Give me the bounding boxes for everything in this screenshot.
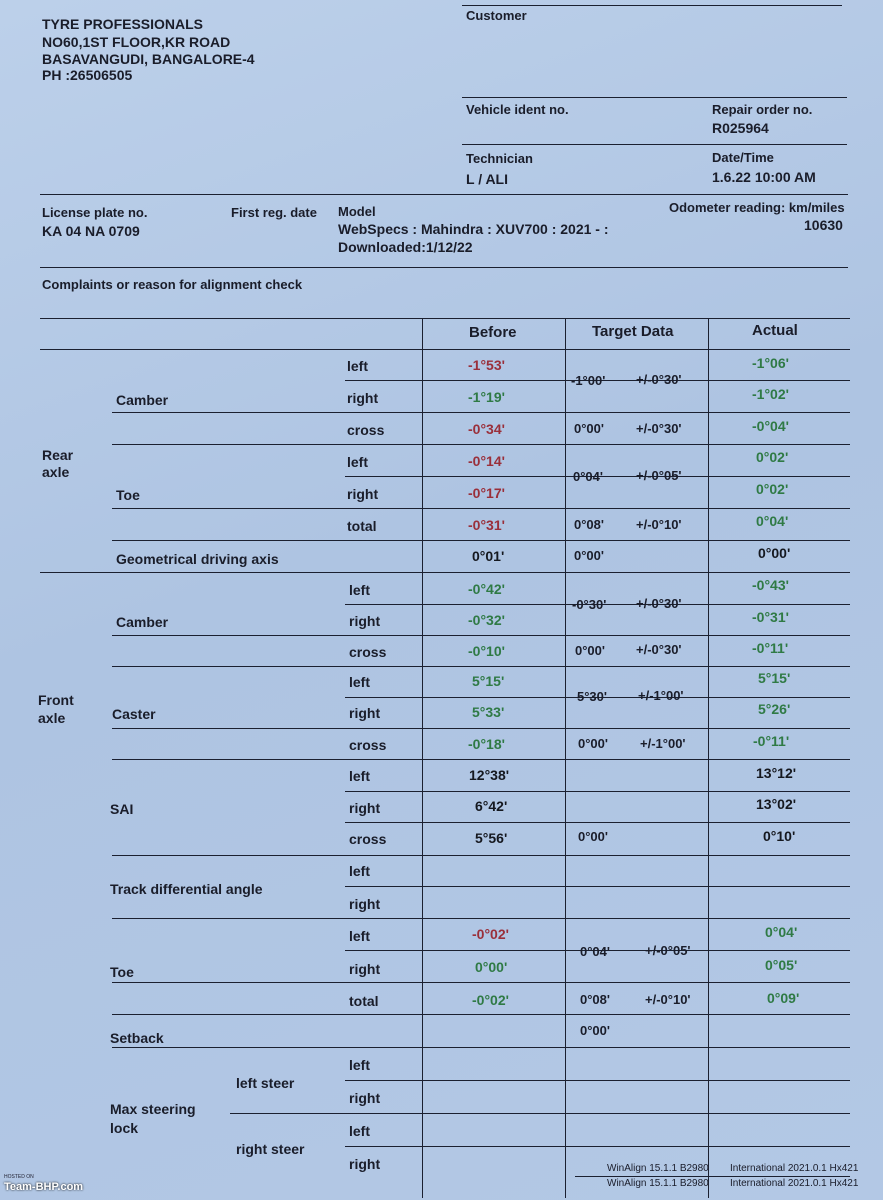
front-camber-cross-tolerance: +/-0°30' [636, 642, 682, 657]
customer-label: Customer [466, 8, 527, 23]
rear-camber-label: Camber [116, 392, 169, 408]
front-camber-cross-actual: -0°11' [752, 640, 789, 656]
divider [40, 194, 848, 195]
row-sep [230, 1113, 850, 1114]
rear-camber-left-before: -1°53' [468, 357, 505, 373]
downloaded-value: Downloaded:1/12/22 [338, 239, 473, 255]
front-caster-left-actual: 5°15' [758, 670, 791, 686]
front-toe-label: Toe [110, 964, 134, 980]
row-label: cross [349, 831, 387, 847]
row-label: cross [349, 644, 387, 660]
rear-toe-left-before: -0°14' [468, 453, 505, 469]
row-sep [112, 444, 850, 445]
front-sai-cross-before: 5°56' [475, 830, 508, 846]
divider [462, 5, 842, 6]
front-sai-left-before: 12°38' [469, 767, 510, 783]
front-sai-cross-actual: 0°10' [763, 828, 796, 844]
watermark-logo: Team-BHP.com [4, 1181, 84, 1193]
row-sep [345, 886, 850, 887]
front-toe-total-actual: 0°09' [767, 990, 800, 1006]
repair-order-label: Repair order no. [712, 102, 813, 117]
rear-toe-left-actual: 0°02' [756, 449, 789, 465]
rear-toe-total-tolerance: +/-0°10' [636, 517, 682, 532]
row-sep [112, 635, 850, 636]
rear-toe-label: Toe [116, 487, 140, 503]
row-label: left [347, 358, 368, 374]
row-sep [112, 1014, 850, 1015]
rear-axle-label-2: axle [42, 464, 70, 480]
technician-label: Technician [466, 151, 533, 166]
rear-toe-total-before: -0°31' [468, 517, 505, 533]
datetime-value: 1.6.22 10:00 AM [712, 169, 816, 185]
international-version-2: International 2021.0.1 Hx421 [730, 1178, 859, 1189]
rear-gda-target: 0°00' [574, 548, 604, 563]
col-header-before: Before [469, 324, 517, 341]
row-label: right [349, 613, 381, 629]
divider [40, 267, 848, 268]
left-steer-label: left steer [236, 1075, 295, 1091]
row-label: right [349, 961, 381, 977]
rear-camber-cross-tolerance: +/-0°30' [636, 421, 682, 436]
rear-axle-label: Rear [42, 447, 74, 463]
front-sai-cross-target: 0°00' [578, 829, 608, 844]
row-label: left [349, 863, 370, 879]
col-divider-target [565, 318, 566, 1198]
footer-sep [575, 1176, 850, 1177]
front-sai-right-actual: 13°02' [756, 796, 797, 812]
rear-toe-total-actual: 0°04' [756, 513, 789, 529]
shop-name: TYRE PROFESSIONALS [42, 16, 204, 32]
front-camber-label: Camber [116, 614, 169, 630]
front-camber-cross-before: -0°10' [468, 643, 505, 659]
front-caster-cross-before: -0°18' [468, 736, 505, 752]
license-plate-value: KA 04 NA 0709 [42, 223, 140, 239]
international-version: International 2021.0.1 Hx421 [730, 1163, 859, 1174]
rear-camber-right-before: -1°19' [468, 389, 505, 405]
row-sep [112, 412, 850, 413]
rear-toe-tolerance: +/-0°05' [636, 468, 682, 483]
front-axle-label-2: axle [38, 710, 66, 726]
software-version: WinAlign 15.1.1 B2980 [607, 1163, 709, 1174]
row-label: left [349, 928, 370, 944]
col-header-target: Target Data [592, 323, 674, 340]
rear-gda-label: Geometrical driving axis [116, 551, 279, 567]
divider [462, 97, 847, 98]
shop-phone: PH :26506505 [42, 67, 133, 83]
front-setback-target: 0°00' [580, 1023, 610, 1038]
repair-order-value: R025964 [712, 120, 769, 136]
row-sep [345, 1146, 850, 1147]
technician-value: L / ALI [466, 171, 508, 187]
right-steer-label: right steer [236, 1141, 305, 1157]
rear-toe-target: 0°04' [573, 469, 603, 484]
front-camber-target: -0°30' [572, 597, 607, 612]
front-caster-tolerance: +/-1°00' [638, 688, 684, 703]
table-top-border [40, 318, 850, 319]
front-caster-target: 5°30' [577, 689, 607, 704]
front-caster-right-actual: 5°26' [758, 701, 791, 717]
shop-address-1: NO60,1ST FLOOR,KR ROAD [42, 34, 231, 50]
rear-toe-right-before: -0°17' [468, 485, 505, 501]
front-toe-right-actual: 0°05' [765, 957, 798, 973]
row-label: left [349, 768, 370, 784]
front-toe-right-before: 0°00' [475, 959, 508, 975]
front-caster-cross-target: 0°00' [578, 736, 608, 751]
row-label: cross [349, 737, 387, 753]
row-label: total [347, 518, 377, 534]
model-label: Model [338, 204, 376, 219]
row-label: total [349, 993, 379, 1009]
front-caster-cross-actual: -0°11' [753, 733, 790, 749]
row-label: left [347, 454, 368, 470]
front-camber-right-before: -0°32' [468, 612, 505, 628]
front-sai-left-actual: 13°12' [756, 765, 797, 781]
rear-camber-right-actual: -1°02' [752, 386, 789, 402]
row-label: left [349, 1057, 370, 1073]
col-header-actual: Actual [752, 322, 798, 339]
front-sai-right-before: 6°42' [475, 798, 508, 814]
rear-camber-left-actual: -1°06' [752, 355, 789, 371]
rear-camber-cross-actual: -0°04' [752, 418, 789, 434]
front-toe-total-target: 0°08' [580, 992, 610, 1007]
row-sep [345, 791, 850, 792]
rear-toe-right-actual: 0°02' [756, 481, 789, 497]
first-reg-label: First reg. date [231, 205, 317, 220]
model-value: WebSpecs : Mahindra : XUV700 : 2021 - : [338, 221, 609, 237]
datetime-label: Date/Time [712, 150, 774, 165]
front-camber-left-actual: -0°43' [752, 577, 789, 593]
odometer-label: Odometer reading: km/miles [669, 200, 845, 215]
rear-gda-actual: 0°00' [758, 545, 791, 561]
front-caster-label: Caster [112, 706, 156, 722]
front-toe-total-tolerance: +/-0°10' [645, 992, 691, 1007]
rear-camber-target: -1°00' [571, 373, 606, 388]
row-label: cross [347, 422, 385, 438]
section-sep [40, 572, 850, 573]
complaints-label: Complaints or reason for alignment check [42, 277, 303, 292]
row-label: right [349, 1090, 381, 1106]
row-sep [345, 1080, 850, 1081]
row-label: right [349, 896, 381, 912]
row-sep [112, 540, 850, 541]
row-label: left [349, 674, 370, 690]
divider [462, 144, 847, 145]
front-camber-right-actual: -0°31' [752, 609, 789, 625]
row-sep [112, 982, 850, 983]
odometer-value: 10630 [804, 217, 843, 233]
front-setback-label: Setback [110, 1030, 164, 1046]
row-sep [112, 918, 850, 919]
front-caster-right-before: 5°33' [472, 704, 505, 720]
vehicle-ident-label: Vehicle ident no. [466, 102, 569, 117]
row-label: right [349, 800, 381, 816]
row-label: right [347, 486, 379, 502]
row-label: right [349, 1156, 381, 1172]
front-toe-left-before: -0°02' [472, 926, 509, 942]
col-divider-actual [708, 318, 709, 1198]
front-camber-cross-target: 0°00' [575, 643, 605, 658]
rear-gda-before: 0°01' [472, 548, 505, 564]
row-label: left [349, 1123, 370, 1139]
row-label: right [349, 705, 381, 721]
table-header-border [40, 349, 850, 350]
shop-address-2: BASAVANGUDI, BANGALORE-4 [42, 51, 255, 67]
front-max-steering-label: Max steering [110, 1101, 196, 1117]
row-sep [112, 666, 850, 667]
front-caster-cross-tolerance: +/-1°00' [640, 736, 686, 751]
front-camber-tolerance: +/-0°30' [636, 596, 682, 611]
front-tda-label: Track differential angle [110, 881, 263, 897]
row-sep [345, 822, 850, 823]
license-plate-label: License plate no. [42, 205, 148, 220]
row-sep [112, 508, 850, 509]
rear-toe-total-target: 0°08' [574, 517, 604, 532]
row-label: right [347, 390, 379, 406]
row-sep [112, 759, 850, 760]
front-toe-target: 0°04' [580, 944, 610, 959]
front-sai-label: SAI [110, 801, 134, 817]
software-version-2: WinAlign 15.1.1 B2980 [607, 1178, 709, 1189]
row-sep [112, 728, 850, 729]
front-max-steering-label-2: lock [110, 1120, 139, 1136]
hosted-on-label: HOSTED ON [4, 1174, 34, 1180]
rear-camber-tolerance: +/-0°30' [636, 372, 682, 387]
front-axle-label: Front [38, 692, 74, 708]
rear-camber-cross-target: 0°00' [574, 421, 604, 436]
front-toe-left-actual: 0°04' [765, 924, 798, 940]
front-toe-tolerance: +/-0°05' [645, 943, 691, 958]
front-toe-total-before: -0°02' [472, 992, 509, 1008]
row-sep [112, 855, 850, 856]
front-camber-left-before: -0°42' [468, 581, 505, 597]
row-label: left [349, 582, 370, 598]
front-caster-left-before: 5°15' [472, 673, 505, 689]
rear-camber-cross-before: -0°34' [468, 421, 505, 437]
col-divider-before [422, 318, 423, 1198]
row-sep [112, 1047, 850, 1048]
